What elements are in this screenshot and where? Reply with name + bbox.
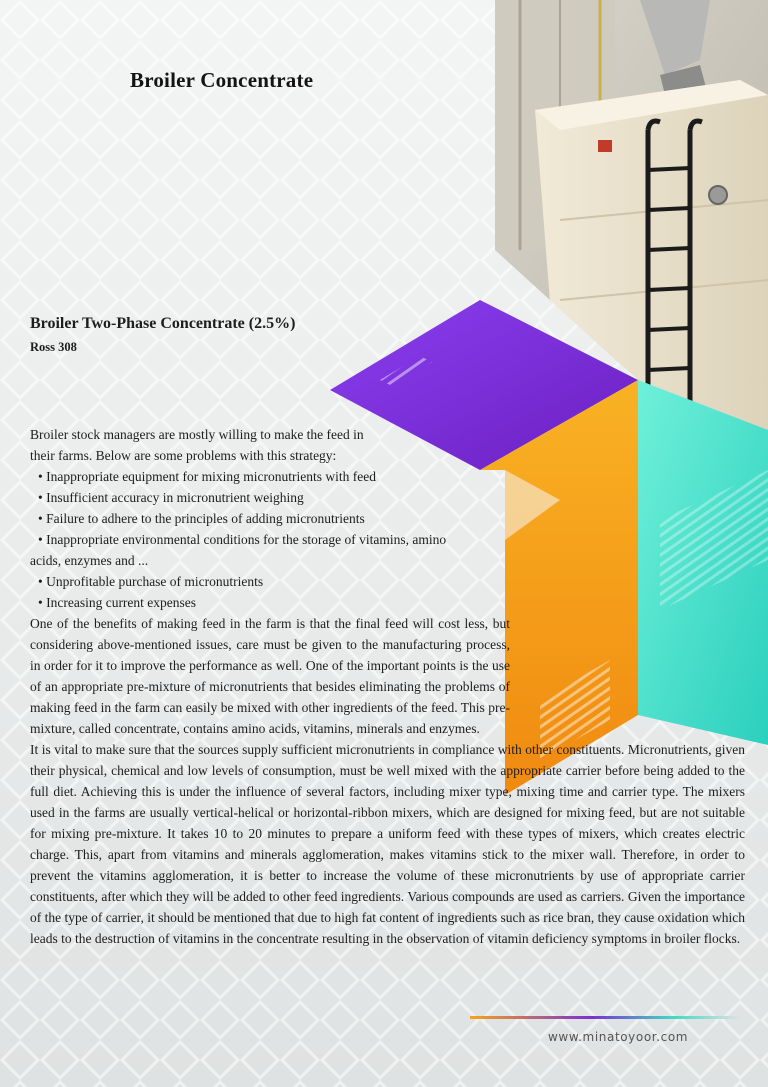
bullet-item: • Unprofitable purchase of micronutrients	[38, 574, 264, 589]
footer-color-bar	[470, 1016, 740, 1019]
paragraph-2: It is vital to make sure that the sources supply sufficient micronutrients in compliance with other constituents. Micronutrients, given their physical, chemical and low levels of consumption, must be well mixed with the appropriate carrier before being added to the full diet. Achieving this is under the influence of several factors, including mixer type, mixing time and carrier type. The mixers used in the farms are usually vertical-helical or horizontal-ribbon mixers, which are designed for mixing feed, but are not suitable for mixing pre-mixture. It takes 10 to 20 minutes to prepare a uniform feed with these types of mixers, which creates electric charge. This, apart from vitamins and minerals agglomeration, makes vitamins stick to the mixer wall. Therefore, in order to prevent the vitamins agglomeration, it is better to increase the volume of these micronutrients by use of appropriate carrier constituents, after which they will be added to other feed ingredients. Various compounds are used as carriers. Given the importance of the type of carrier, it should be mentioned that due to high fat content of ingredients such as rice bran, they cause oxidation which leads to the destruction of vitamins in the concentrate resulting in the observation of vitamin deficiency symptoms in broiler flocks.	[30, 742, 745, 946]
breed-label: Ross 308	[30, 340, 77, 354]
bullet-item: • Failure to adhere to the principles of adding micronutrients	[38, 511, 365, 526]
website-url: www.minatoyoor.com	[548, 1030, 689, 1044]
paragraph-1: One of the benefits of making feed in the farm is that the final feed will cost less, but considering above-mentioned issues, care must be given to the manufacturing process, in order for it to improve the performance as well. One of the important points is the use of an appropriate pre-mixture of micronutrients that besides eliminating the problems of making feed in the farm can easily be mixed with other ingredients of the feed. This pre-mixture, called concentrate, contains amino acids, vitamins, minerals and enzymes.	[30, 616, 510, 736]
intro-line: Broiler stock managers are mostly willing to make the feed in	[30, 427, 364, 442]
bullet-item: • Inappropriate equipment for mixing micronutrients with feed	[38, 469, 377, 484]
bullet-continuation: acids, enzymes and ...	[30, 553, 149, 568]
page-title: Broiler Concentrate	[130, 68, 314, 92]
body-text	[30, 424, 745, 949]
bullet-item: • Insufficient accuracy in micronutrient weighing	[38, 490, 304, 505]
bullet-item: • Inappropriate environmental conditions for the storage of vitamins, amino	[38, 532, 447, 547]
bullet-item: • Increasing current expenses	[38, 595, 197, 610]
intro-line: their farms. Below are some problems with this strategy:	[30, 448, 337, 463]
product-subtitle: Broiler Two-Phase Concentrate (2.5%)	[30, 315, 296, 332]
